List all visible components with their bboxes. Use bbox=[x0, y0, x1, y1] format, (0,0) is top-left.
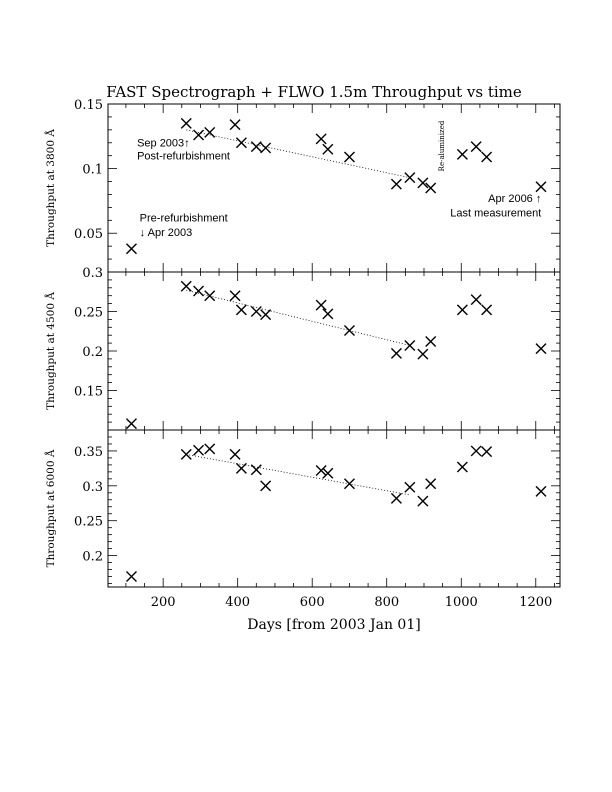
annotation: Post-refurbishment bbox=[137, 150, 231, 163]
data-point bbox=[471, 446, 481, 456]
data-point bbox=[261, 310, 271, 320]
data-point bbox=[205, 127, 215, 137]
data-point bbox=[405, 173, 415, 183]
data-point bbox=[344, 325, 354, 335]
data-point bbox=[457, 462, 467, 472]
x-tick-label: 400 bbox=[225, 595, 251, 610]
vertical-annotation: Re-aluminized bbox=[437, 120, 446, 172]
panel-3 bbox=[43, 430, 560, 610]
data-point bbox=[205, 291, 215, 301]
data-point bbox=[205, 444, 215, 454]
data-point bbox=[230, 120, 240, 130]
data-point bbox=[251, 142, 261, 152]
x-tick-label: 1000 bbox=[444, 595, 478, 610]
y-tick-label: 0.25 bbox=[74, 305, 103, 321]
data-point bbox=[236, 305, 246, 315]
x-axis-label: Days [from 2003 Jan 01] bbox=[247, 617, 421, 633]
y-tick-label: 0.15 bbox=[74, 384, 103, 400]
y-tick-label: 0.15 bbox=[74, 98, 103, 113]
y-tick-label: 0.2 bbox=[82, 345, 103, 360]
x-tick-label: 1200 bbox=[519, 595, 553, 610]
data-point bbox=[471, 142, 481, 152]
data-point bbox=[261, 481, 271, 491]
data-point bbox=[230, 449, 240, 459]
data-point bbox=[316, 300, 326, 310]
panel-frame bbox=[108, 104, 560, 272]
data-point bbox=[230, 291, 240, 301]
data-point bbox=[126, 244, 136, 254]
data-point bbox=[418, 349, 428, 359]
annotation: Last measurement bbox=[450, 207, 542, 220]
data-point bbox=[391, 493, 401, 503]
data-point bbox=[323, 309, 333, 319]
x-tick-label: 600 bbox=[299, 595, 325, 610]
y-tick-label: 0.25 bbox=[74, 514, 103, 530]
data-point bbox=[405, 482, 415, 492]
data-point bbox=[181, 118, 191, 128]
trend-line bbox=[186, 290, 410, 345]
data-point bbox=[471, 295, 481, 305]
data-point bbox=[457, 149, 467, 159]
panel-1 bbox=[43, 98, 560, 272]
data-point bbox=[426, 479, 436, 489]
annotation: Sep 2003↑ bbox=[137, 137, 190, 150]
y-tick-label: 0.3 bbox=[82, 479, 103, 495]
data-point bbox=[126, 419, 136, 429]
y-axis-label: Throughput at 4500 Å bbox=[45, 292, 57, 410]
data-point bbox=[181, 449, 191, 459]
data-point bbox=[391, 179, 401, 189]
data-point bbox=[251, 307, 261, 317]
data-point bbox=[536, 182, 546, 192]
data-point bbox=[536, 486, 546, 496]
x-tick-label: 800 bbox=[374, 595, 400, 610]
panel-frame bbox=[108, 430, 560, 587]
data-point bbox=[405, 340, 415, 350]
data-point bbox=[126, 572, 136, 582]
annotation: Pre-refurbishment bbox=[139, 212, 228, 225]
x-tick-label: 200 bbox=[150, 595, 176, 610]
panel-2 bbox=[43, 266, 560, 430]
annotation: Apr 2006 ↑ bbox=[488, 193, 542, 206]
annotation: ↓ Apr 2003 bbox=[139, 226, 193, 239]
data-point bbox=[344, 152, 354, 162]
data-point bbox=[194, 445, 204, 455]
panels bbox=[43, 98, 560, 610]
data-point bbox=[181, 281, 191, 291]
y-tick-label: 0.1 bbox=[82, 162, 103, 178]
y-axis-label: Throughput at 3800 Å bbox=[45, 129, 57, 247]
data-point bbox=[391, 348, 401, 358]
y-tick-label: 0.3 bbox=[82, 266, 103, 281]
y-tick-label: 0.2 bbox=[82, 549, 103, 565]
data-point bbox=[482, 447, 492, 457]
panel-frame bbox=[108, 272, 560, 430]
data-point bbox=[236, 463, 246, 473]
chart-title: FAST Spectrograph + FLWO 1.5m Throughput vs time bbox=[106, 83, 522, 101]
y-axis-label: Throughput at 6000 Å bbox=[45, 449, 57, 568]
data-point bbox=[323, 144, 333, 154]
data-point bbox=[457, 305, 467, 315]
data-point bbox=[536, 344, 546, 354]
data-point bbox=[418, 496, 428, 506]
data-point bbox=[482, 152, 492, 162]
y-tick-label: 0.35 bbox=[74, 444, 103, 460]
data-point bbox=[316, 134, 326, 144]
data-point bbox=[482, 305, 492, 315]
data-point bbox=[426, 337, 436, 347]
data-point bbox=[251, 465, 261, 475]
y-tick-label: 0.05 bbox=[74, 227, 103, 243]
data-point bbox=[194, 130, 204, 140]
trend-line bbox=[186, 454, 410, 494]
data-point bbox=[194, 286, 204, 296]
